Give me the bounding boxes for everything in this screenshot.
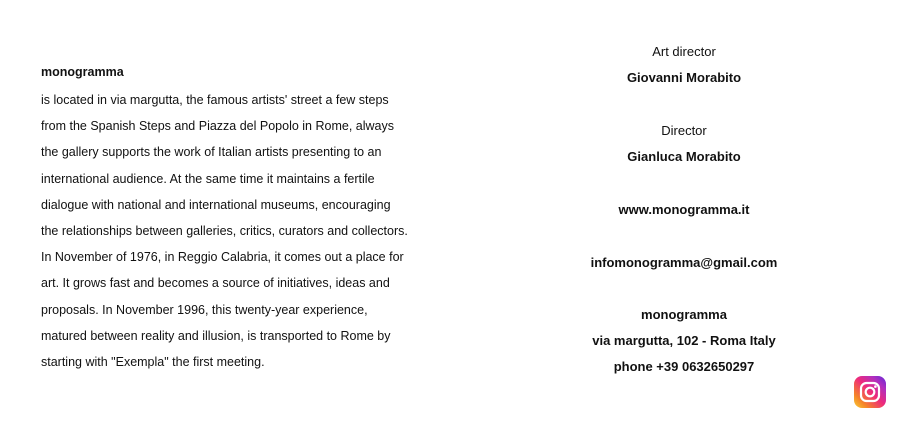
about-line: In November of 1976, in Reggio Calabria, it comes out a place for [41, 250, 404, 265]
gallery-address: via margutta, 102 - Roma Italy [592, 333, 776, 348]
art-director-name: Giovanni Morabito [626, 70, 742, 85]
website-link[interactable]: www.monogramma.it [618, 202, 750, 217]
about-line: matured between reality and illusion, is transported to Rome by [41, 328, 391, 343]
about-section [41, 63, 461, 375]
about-line: is located in via margutta, the famous artists' street a few steps [41, 93, 389, 107]
about-line: the relationships between galleries, critics, curators and collectors. [41, 224, 408, 239]
director-label: Director [661, 123, 707, 138]
email-link[interactable]: infomonogramma@gmail.com [590, 255, 778, 270]
director-name: Gianluca Morabito [627, 149, 741, 164]
art-director-label: Art director [652, 44, 716, 59]
gallery-phone: phone +39 0632650297 [613, 359, 755, 374]
about-line: art. It grows fast and becomes a source of initiatives, ideas and [41, 276, 390, 291]
gallery-name: monogramma [641, 307, 727, 322]
about-line: international audience. At the same time it maintains a fertile [41, 171, 375, 186]
instagram-icon[interactable] [854, 376, 886, 408]
about-description [41, 87, 461, 375]
about-title: monogramma [41, 65, 124, 79]
about-line: from the Spanish Steps and Piazza del Popolo in Rome, always [41, 119, 394, 134]
about-line: the gallery supports the work of Italian artists presenting to an [41, 145, 382, 160]
about-line: proposals. In November 1996, this twenty-year experience, [41, 302, 368, 317]
about-line: starting with "Exempla" the first meeting. [41, 355, 265, 370]
about-line: dialogue with national and international museums, encouraging [41, 197, 391, 212]
